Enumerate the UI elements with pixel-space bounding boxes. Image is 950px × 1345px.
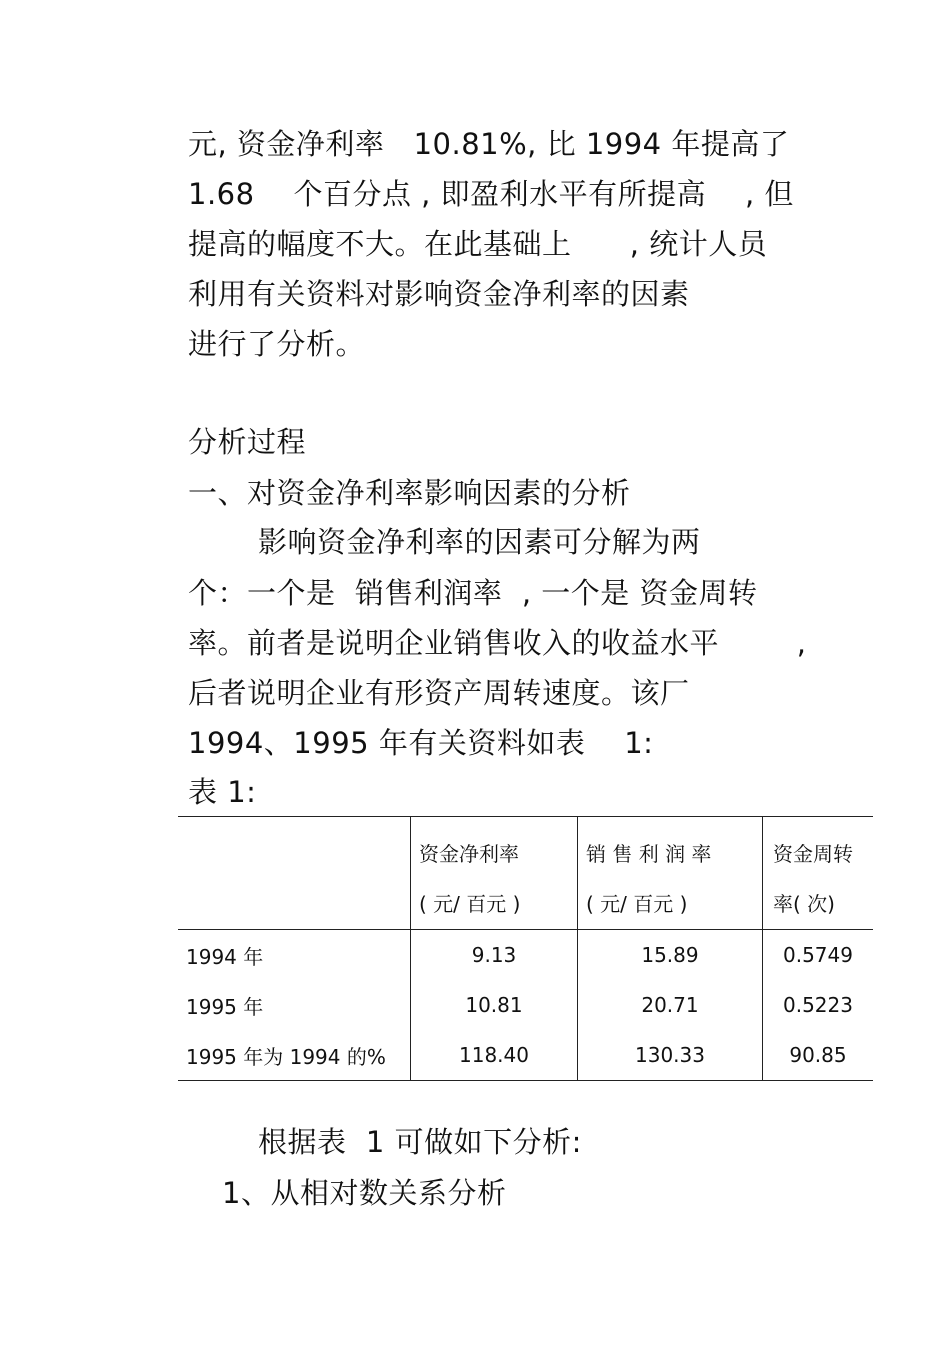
data-table	[178, 816, 873, 1081]
body-line-4: 后者说明企业有形资产周转速度。该厂	[188, 676, 690, 710]
row-label: 1995 年	[178, 980, 411, 1030]
table-cell: 0.5749	[783, 943, 853, 967]
table-row	[178, 1030, 873, 1081]
paragraph-line-1: 元, 资金净利率 10.81%, 比 1994 年提高了	[188, 127, 790, 161]
table-cell: 130.33	[578, 1030, 763, 1081]
body-line-2: 个：一个是 销售利润率 , 一个是 资金周转	[188, 576, 758, 610]
paragraph-line-3: 提高的幅度不大。在此基础上 , 统计人员	[188, 227, 768, 261]
header-text: 资金周转	[773, 842, 853, 866]
table-cell: 9.13	[411, 930, 578, 981]
paragraph-line-2: 1.68 个百分点 , 即盈利水平有所提高 , 但	[188, 177, 794, 211]
body-line-5: 1994、1995 年有关资料如表 1:	[188, 726, 654, 760]
body-line-3: 率。前者是说明企业销售收入的收益水平 ,	[188, 626, 807, 660]
section-title: 分析过程	[188, 425, 307, 459]
header-unit: 率( 次)	[773, 892, 835, 916]
header-unit: ( 元/ 百元 )	[419, 892, 521, 916]
table-header-capital-net-profit-rate	[411, 817, 578, 930]
point-1-heading: 1、从相对数关系分析	[222, 1176, 507, 1210]
subsection-title: 一、对资金净利率影响因素的分析	[188, 476, 631, 510]
header-text: 销 售 利 润 率	[586, 842, 712, 866]
table-header-sales-profit-rate	[578, 817, 763, 930]
data-table-container	[178, 816, 873, 1069]
table-header-row	[178, 817, 873, 930]
table-cell: 10.81	[411, 980, 578, 1030]
table-header-blank	[178, 817, 411, 930]
table-cell: 0.5223	[783, 993, 853, 1017]
table-row	[178, 980, 873, 1030]
row-label: 1995 年为 1994 的%	[178, 1030, 411, 1081]
header-unit: ( 元/ 百元 )	[586, 892, 688, 916]
paragraph-line-4: 利用有关资料对影响资金净利率的因素	[188, 277, 690, 311]
table-caption: 表 1:	[188, 775, 257, 809]
table-cell: 118.40	[411, 1030, 578, 1081]
body-line-1: 影响资金净利率的因素可分解为两	[258, 525, 701, 559]
table-row	[178, 930, 873, 981]
row-label: 1994 年	[178, 930, 411, 981]
table-cell: 90.85	[763, 1030, 874, 1081]
table-cell: 20.71	[578, 980, 763, 1030]
table-header-capital-turnover-rate	[763, 817, 874, 930]
table-cell: 15.89	[578, 930, 763, 981]
after-table-line: 根据表 1 可做如下分析:	[258, 1125, 582, 1159]
paragraph-line-5: 进行了分析。	[188, 327, 366, 361]
header-text: 资金净利率	[419, 842, 519, 866]
